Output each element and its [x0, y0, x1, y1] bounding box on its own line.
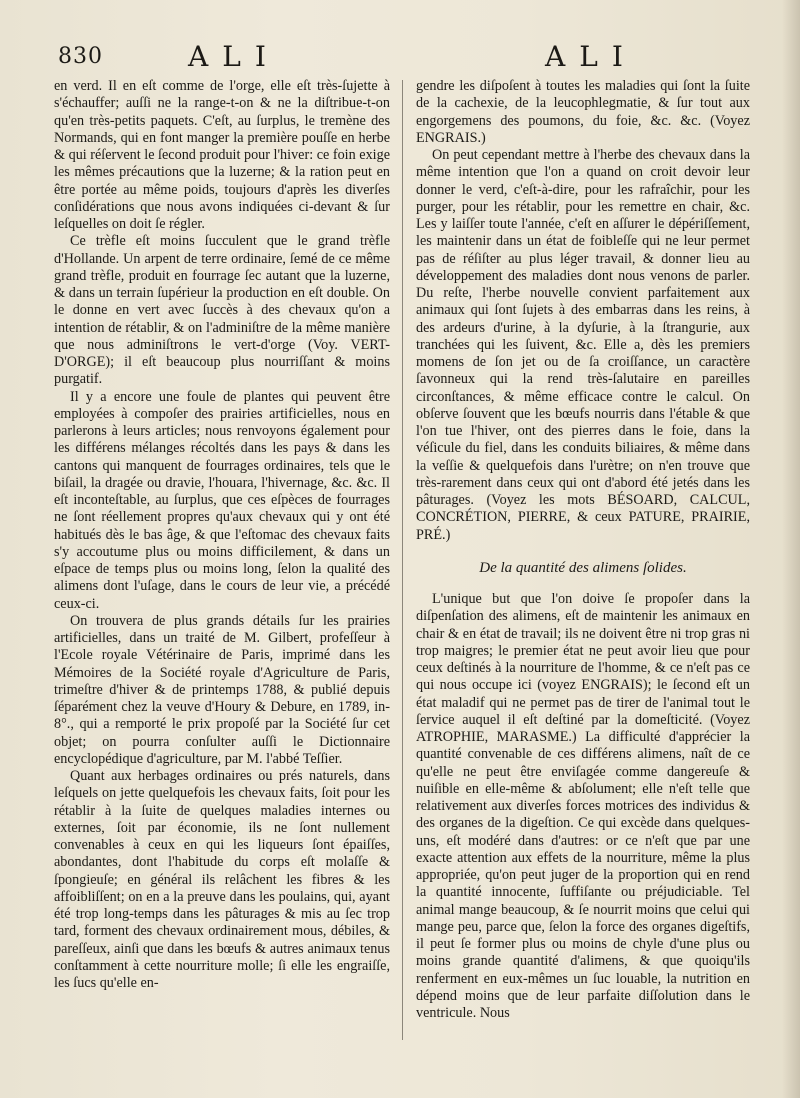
- left-paragraph: On trouvera de plus grands détails ſur les prairies artificielles, dans un traité de M. Gilbert, profeſſeur à l'Ecole royale Vétérinaire de Paris, imprimé dans les Mémoires de la Société royale d'Agriculture de Paris, trimeſtre d'hiver & de printemps 1788, & publié depuis ſéparément chez la veuve d'Houry & Debure, en 1789, in-8°., qui a remporté le prix propoſé par la Société ſur cet objet; on pourra conſulter auſſi le Dictionnaire encyclopédique d'agriculture, par M. l'abbé Teſſier.: [54, 612, 390, 767]
- right-paragraph: On peut cependant mettre à l'herbe des chevaux dans la même intention que l'on a quand on croit devoir leur donner le verd, c'eſt-à-dire, pour les rafraîchir, pour les purger, pour les rétablir, pour les remettre en chair, &c. Les y laiſſer toute l'année, c'eſt en aſſurer le dépériſſement, les maintenir dans un état de foibleſſe qui ne leur permet pas de réſiſter au plus léger travail, & donner lieu au développement des maladies dont nous venons de parler. Du reſte, l'herbe nouvelle convient parfaitement aux animaux qui ſont ſujets à des embarras dans les reins, à des ardeurs d'urine, à la dyſurie, à la ſtrangurie, aux tranchées qui les ſuivent, &c. Elle a, dès les premiers momens de ſon jet ou de ſa croiſſance, un caractère ſavonneux qui la rend très-ſalutaire en pareilles circonſtances, & même efficace contre le calcul. On obſerve ſouvent que les bœufs nourris dans l'étable & que l'on tue l'hiver, ont des pierres dans le foie, dans la véſicule du fiel, dans les conduits biliaires, & même dans la veſſie & quelquefois dans l'urètre; on n'en trouve que très-rarement dans ceux qui ont d'abord été jetés dans les pâturages. (Voyez les mots BÉSOARD, CALCUL, CONCRÉTION, PIERRE, & ceux PATURE, PRAIRIE, PRÉ.): [416, 147, 750, 543]
- left-paragraph: en verd. Il en eſt comme de l'orge, elle eſt très-ſujette à s'échauffer; auſſi ne la range-t-on & ne la diſtribue-t-on qu'en très-petits paquets. C'eſt, au ſurplus, le tremène des Normands, qui en font manger la première pouſſe en herbe & qui réſervent le ſecond produit pour l'hiver: ce foin exige les mêmes précautions que la luzerne; & la ration peut en être portée au même poids, toujours d'après les diverſes conſidérations que nous avons indiquées ci-devant & ſur leſquelles on doit ſe régler.: [54, 78, 390, 232]
- left-paragraph: Quant aux herbages ordinaires ou prés naturels, dans leſquels on jette quelquefois les chevaux faits, ſoit pour les rétablir à la ſuite de quelques maladies internes ou externes, ſoit par économie, ils ne ſont nullement convenables à ceux en qui les liqueurs ſont épaiſſes, abondantes, dont l'habitude du corps eſt molaſſe & ſpongieuſe; en général ils relâchent les fibres & les affoibliſſent; on en a la preuve dans les poulains, qui, ayant été trop long-temps dans les pâturages & mis au ſec trop tard, forment des chevaux ordinairement mous, débiles, & pareſſeux, ainſi que dans les bœufs & autres animaux tenus conſtamment à cette nourriture molle; ſi elle les engraiſſe, les ſucs qu'elle en-: [54, 768, 390, 991]
- running-head-left: ALI: [188, 40, 280, 73]
- page-edge-shadow: [782, 0, 800, 1098]
- page-number: 830: [58, 44, 103, 69]
- left-column: [54, 78, 390, 992]
- section-heading: De la quantité des alimens ſolides.: [479, 559, 687, 576]
- page-header: [0, 40, 800, 76]
- right-column: [416, 78, 750, 1022]
- running-head-right: ALI: [545, 40, 637, 73]
- column-divider: [402, 80, 403, 1040]
- right-paragraph: gendre les diſpoſent à toutes les maladies qui ſont la ſuite de la cachexie, de la leucophlegmatie, & ſur tout aux engorgemens des poumons, du foie, &c. &c. (Voyez ENGRAIS.): [416, 78, 750, 146]
- left-paragraph: Il y a encore une foule de plantes qui peuvent être employées à compoſer des prairies artificielles, nous en parlerons à leurs articles; nous renvoyons également pour les différens mélanges récoltés dans les pays & dans les cantons qui manquent de fourrages ordinaires, tels que le biſail, la dragée ou dravie, l'houara, l'hivernage, &c. &c. Il eſt inconteſtable, au ſurplus, que ces eſpèces de fourrages ne ſont réellement propres qu'aux chevaux qui y ont été habitués dès le bas âge, & que l'eſtomac des chevaux faits s'y accoutume plus ou moins difficilement, & dans un eſpace de temps plus ou moins long, ſelon la qualité des alimens dont l'uſage, dans le cours de leur vie, a précédé ceux-ci.: [54, 388, 390, 612]
- left-paragraph: Ce trèfle eſt moins ſucculent que le grand trèfle d'Hollande. Un arpent de terre ordinaire, ſemé de ce même grand trèfle, produit en fourrage ſec autant que la luzerne, & dans un terrain ſupérieur la production en eſt double. On le donne en vert avec ſuccès à des chevaux qu'on a intention de rétablir, & on l'adminiſtre de la même manière que nous adminiſtrons le vert-d'orge (Voy. VERT-D'ORGE); il eſt beaucoup plus nourriſſant & moins purgatif.: [54, 233, 390, 388]
- right-paragraph: L'unique but que l'on doive ſe propoſer dans la diſpenſation des alimens, eſt de maintenir les animaux en chair & en état de travail; ils ne doivent être ni trop gras ni trop maigres; le premier état ne peut avoir lieu que pour ceux deſtinés à la nourriture de l'homme, & ce n'eſt pas ce qui nous occupe ici (voyez ENGRAIS); le ſecond eſt un état maladif qui ne permet pas de tirer de l'animal tout le ſervice auquel il eſt deſtiné par la domeſticité. (Voyez ATROPHIE, MARASME.) La difficulté d'apprécier la quantité convenable de ces différens alimens, naît de ce qu'elle ne peut être enviſagée comme dangereuſe & nuiſible en elle-même & abſolument; elle n'eſt telle que relativement aux diverſes forces motrices des individus & des organes de la digeſtion. Ce qui excède dans quelques-uns, eſt modéré dans d'autres: or ce n'eſt que par une exacte attention aux effets de la nourriture, même la plus appropriée, qu'on peut juger de la proportion qui en rend la quantité innocente, ſuffiſante ou préjudiciable. Tel animal mange beaucoup, & ſe nourrit moins que celui qui mange peu, parce que, ſelon la force des organes digeſtifs, il peut ſe former plus ou moins de chyle d'une plus ou moins grande quantité d'alimens, & que quoiqu'ils renferment en eux-mêmes un ſuc louable, la nutrition en dépend moins que de leur parfaite diſſolution dans le ventricule. Nous: [416, 591, 750, 1021]
